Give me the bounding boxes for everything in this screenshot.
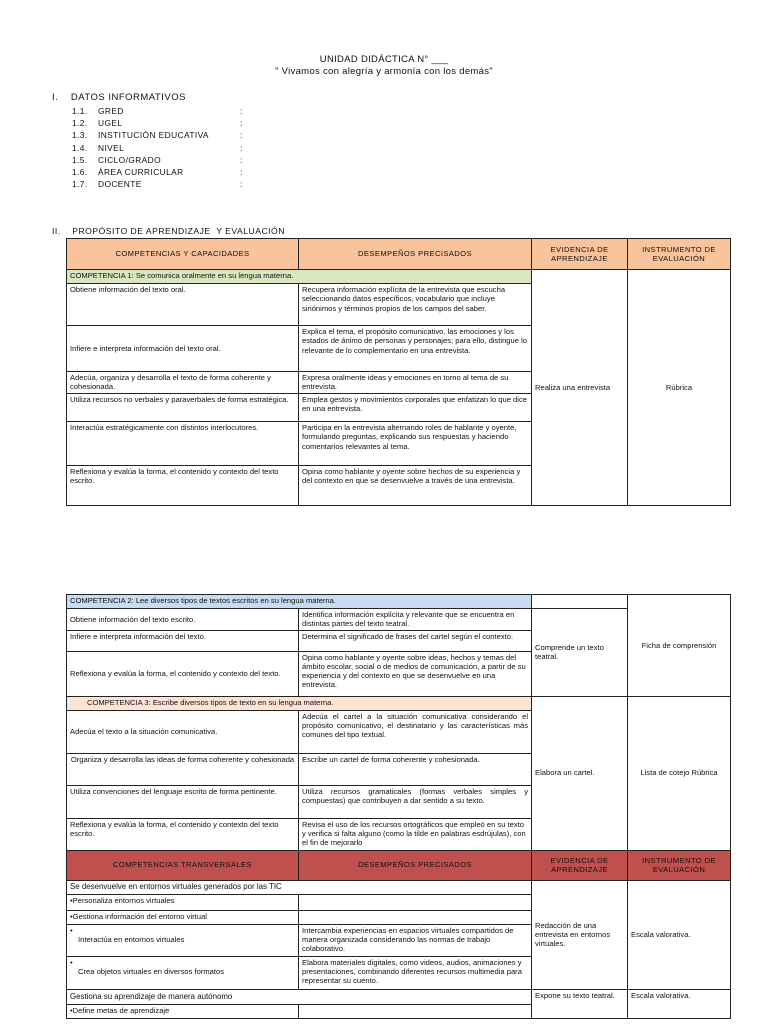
desempeno-cell: Determina el significado de frases del cartel según el contexto. [299,630,532,651]
desempeno-cell: Utiliza recursos gramaticales (formas verbales simples y compuestas) que contribuyen a dar sentido a su texto. [299,785,532,818]
header-desempenos-2: DESEMPEÑOS PRECISADOS [299,850,532,880]
capacidad-cell: Utiliza recursos no verbales y paraverbales de forma estratégica. [67,394,299,422]
evidencia-3-cell: Elabora un cartel. [532,696,628,850]
header-evidencia: EVIDENCIA DE APRENDIZAJE [532,239,628,270]
info-item: 1.3. INSTITUCIÓN EDUCATIVA : [72,130,243,141]
desempeno-cell: Participa en la entrevista alternando roles de hablante y oyente, formulando preguntas, explicando sus respuestas y haciendo comentarios relevantes al tema. [299,422,532,466]
info-item: 1.5. CICLO/GRADO : [72,154,243,165]
unit-subtitle: " Vivamos con alegría y armonía con los demás" [275,66,493,77]
desempeno-cell: Expresa oralmente ideas y emociones en torno al tema de su entrevista. [299,372,532,394]
tic-title-row: Se desenvuelve en entornos virtuales generados por las TIC [67,880,532,894]
capacidad-cell: Utiliza convenciones del lenguaje escrito de forma pertinente. [67,785,299,818]
info-item: 1.1. GRED : [72,106,243,116]
section-1-title: I. DATOS INFORMATIVOS [52,92,186,103]
header-desempenos: DESEMPEÑOS PRECISADOS [299,239,532,270]
autonomo-evidencia-cell: Expone su texto teatral. [532,989,628,1018]
competencias-table-2 [66,594,731,1019]
capacidad-cell: Adecúa, organiza y desarrolla el texto de forma coherente y cohesionada. [67,372,299,394]
desempeno-cell: Intercambia experiencias en espacios virtuales compartidos de manera organizada considerando las normas de trabajo colaborativo. [299,924,532,956]
competencia-1-row: COMPETENCIA 1: Se comunica oralmente en su lengua materna. [67,270,532,284]
capacidad-cell: Interactúa estratégicamente con distintos interlocutores. [67,422,299,466]
header-evidencia-2: EVIDENCIA DE APRENDIZAJE [532,850,628,880]
evidencia-cell: Realiza una entrevista [532,270,628,506]
tic-instrumento-cell: Escala valorativa. [628,880,731,989]
instrumento-2-cell: Ficha de comprensión [628,595,731,697]
unit-title: UNIDAD DIDÁCTICA N° ___ [319,54,449,65]
instrumento-3-cell: Lista de cotejo Rúbrica [628,696,731,850]
desempeno-cell: Escribe un cartel de forma coherente y cohesionada. [299,753,532,785]
desempeno-cell [299,894,532,910]
desempeno-cell: Elabora materiales digitales, como videos, audios, animaciones y presentaciones, combinando diferentes recursos multimedia para representar su cuento. [299,956,532,989]
desempeno-cell [299,910,532,924]
desempeno-cell: Revisa el uso de los recursos ortográficos que empleó en su texto y verifica si falta alguno (como la tilde en palabras esdrújulas), con el fin de mejorarlo [299,818,532,850]
header-competencias: COMPETENCIAS Y CAPACIDADES [67,239,299,270]
info-item: 1.4. NIVEL : [72,142,243,153]
info-item: 1.2. UGEL : [72,118,243,129]
capacidad-cell: Reflexiona y evalúa la forma, el contenido y contexto del texto escrito. [67,818,299,850]
desempeno-cell: Opina como hablante y oyente sobre hechos de su experiencia y del contexto en que se desenvuelve a través de una entrevista. [299,466,532,506]
desempeno-cell: Emplea gestos y movimientos corporales que enfatizan lo que dice en una entrevista. [299,394,532,422]
competencia-3-row: COMPETENCIA 3: Escribe diversos tipos de texto en su lengua materna. [67,696,532,710]
info-item: 1.6. ÁREA CURRICULAR : [72,167,243,178]
header-instrumento: INSTRUMENTO DE EVALUACIÓN [628,239,731,270]
capacidad-cell: Organiza y desarrolla las ideas de forma coherente y cohesionada [67,753,299,785]
evidencia-2-cell: Comprende un texto teatral. [532,609,628,697]
capacidad-cell: Adecúa el texto a la situación comunicativa. [67,710,299,753]
competencias-table-1 [66,238,731,506]
capacidad-cell: Infiere e interpreta información del texto oral. [67,326,299,372]
header-instrumento-2: INSTRUMENTO DE EVALUACIÓN [628,850,731,880]
desempeno-cell: Adecúa el cartel a la situación comunicativa considerando el propósito comunicativo, el destinatario y las características más comunes del tipo textual. [299,710,532,753]
autonomo-instrumento-cell: Escala valorativa. [628,989,731,1018]
capacidad-cell: • Personaliza entornos virtuales [67,894,299,910]
capacidad-cell: • Gestiona información del entorno virtual [67,910,299,924]
desempeno-cell: Explica el tema, el propósito comunicativo, las emociones y los estados de ánimo de personas y personajes; para ello, distingue lo relevante de lo complementario en una entrevista. [299,326,532,372]
datos-informativos-list [72,105,243,190]
section-2-title: II. PROPÓSITO DE APRENDIZAJE Y EVALUACIÓN [52,226,285,236]
competencia-2-row: COMPETENCIA 2: Lee diversos tipos de textos escritos en su lengua materna. [67,595,532,609]
capacidad-cell: Obtiene información del texto oral. [67,284,299,326]
capacidad-cell: Reflexiona y evalúa la forma, el contenido y contexto del texto escrito. [67,466,299,506]
autonomo-title-row: Gestiona su aprendizaje de manera autónomo [67,989,532,1004]
instrumento-cell: Rúbrica [628,270,731,506]
desempeno-cell: Identifica información explícita y relevante que se encuentra en distintas partes del texto teatral. [299,609,532,631]
desempeno-cell: Recupera información explícita de la entrevista que escucha seleccionando datos específicos, vocabulario que incluye sinónimos y términos propios de los campos del saber. [299,284,532,326]
capacidad-cell: • Crea objetos virtuales en diversos formatos [67,956,299,989]
capacidad-cell: Infiere e interpreta información del texto. [67,630,299,651]
capacidad-cell: Reflexiona y evalúa la forma, el contenido y contexto del texto. [67,651,299,696]
tic-evidencia-cell: Redacción de una entrevista en entornos virtuales. [532,880,628,989]
header-transversales: COMPETENCIAS TRANSVERSALES [67,850,299,880]
capacidad-cell: • Define metas de aprendizaje [67,1004,299,1018]
info-item: 1.7. DOCENTE : [72,179,243,190]
desempeno-cell: Opina como hablante y oyente sobre ideas, hechos y temas del ámbito escolar, social o de medios de comunicación, a partir de su experiencia y del contexto en que se desenvuelve en una entrevista. [299,651,532,696]
desempeno-cell [299,1004,532,1018]
capacidad-cell: • Interactúa en entornos virtuales [67,924,299,956]
capacidad-cell: Obtiene información del texto escrito. [67,609,299,631]
